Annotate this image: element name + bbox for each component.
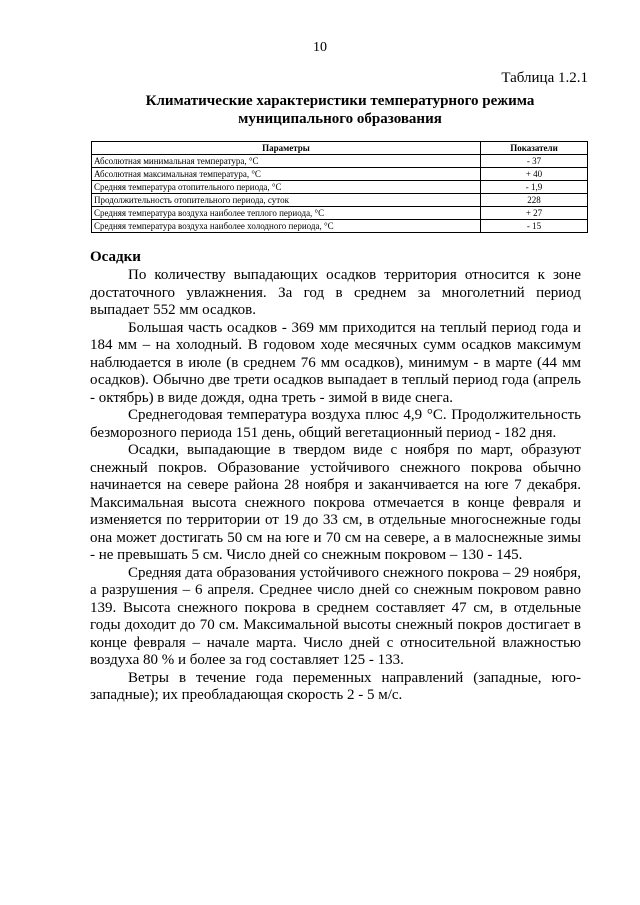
paragraph: Ветры в течение года переменных направлений (западные, юго-западные); их преобладающая скорость 2 - 5 м/с. xyxy=(90,669,581,703)
table-title-line-1: Климатические характеристики температурного режима xyxy=(145,93,535,109)
table-header-row xyxy=(92,142,588,155)
table-title-line-2: муниципального образования xyxy=(238,111,442,127)
value-cell: - 15 xyxy=(481,220,588,233)
table-row xyxy=(92,194,588,207)
value-cell: + 40 xyxy=(481,168,588,181)
paragraph: Осадки, выпадающие в твердом виде с ноября по март, образуют снежный покров. Образование устойчивого снежного покрова обычно начинается на севере района 28 ноября и заканчивается на юге 7 декабря. Максимальная высота снежного покрова отмечается в конце февраля и изменяется по территории от 19 до 33 см, в отдельные многоснежные годы она может достигать 50 см на юге и 70 см на севере, а в малоснежные зимы - не превышать 5 см. Число дней со снежным покровом – 130 - 145. xyxy=(90,442,581,563)
parameter-cell: Средняя температура отопительного периода, °С xyxy=(92,181,481,194)
climate-table xyxy=(91,141,588,233)
page-number: 10 xyxy=(313,40,327,55)
paragraph: Среднегодовая температура воздуха плюс 4,9 °С. Продолжительность безморозного периода 151 день, общий вегетационный период - 182 дня. xyxy=(90,407,581,441)
section-title: Осадки xyxy=(90,249,141,265)
column-header-parameters: Параметры xyxy=(92,142,481,155)
value-cell: + 27 xyxy=(481,207,588,220)
table-label: Таблица 1.2.1 xyxy=(501,70,588,86)
table-title xyxy=(0,92,640,128)
paragraph: По количеству выпадающих осадков территория относится к зоне достаточного увлажнения. За год в среднем за многолетний период выпадает 552 мм осадков. xyxy=(90,267,581,318)
parameter-cell: Абсолютная минимальная температура, °С xyxy=(92,155,481,168)
table-row xyxy=(92,207,588,220)
table-row xyxy=(92,220,588,233)
paragraph: Средняя дата образования устойчивого снежного покрова – 29 ноября, а разрушения – 6 апреля. Среднее число дней со снежным покровом равно 139. Высота снежного покрова в среднем составляет 47 см, в отдельные годы доходит до 70 см. Максимальной высоты снежный покров достигает в конце февраля – начале марта. Число дней с относительной влажностью воздуха 80 % и более за год составляет 125 - 133. xyxy=(90,564,581,668)
parameter-cell: Средняя температура воздуха наиболее холодного периода, °С xyxy=(92,220,481,233)
column-header-values: Показатели xyxy=(481,142,588,155)
value-cell: - 1,9 xyxy=(481,181,588,194)
paragraph: Большая часть осадков - 369 мм приходится на теплый период года и 184 мм – на холодный. В годовом ходе месячных сумм осадков максимум наблюдается в июле (в среднем 76 мм осадков), минимум - в марте (44 мм осадков). Обычно две трети осадков выпадает в теплый период года (апрель - октябрь) в виде дождя, одна треть - зимой в виде снега. xyxy=(90,319,581,406)
parameter-cell: Средняя температура воздуха наиболее теплого периода, °С xyxy=(92,207,481,220)
table-row xyxy=(92,181,588,194)
parameter-cell: Продолжительность отопительного периода, суток xyxy=(92,194,481,207)
table-row xyxy=(92,155,588,168)
body-text xyxy=(90,248,581,705)
value-cell: 228 xyxy=(481,194,588,207)
table-row xyxy=(92,168,588,181)
parameter-cell: Абсолютная максимальная температура, °С xyxy=(92,168,481,181)
value-cell: - 37 xyxy=(481,155,588,168)
